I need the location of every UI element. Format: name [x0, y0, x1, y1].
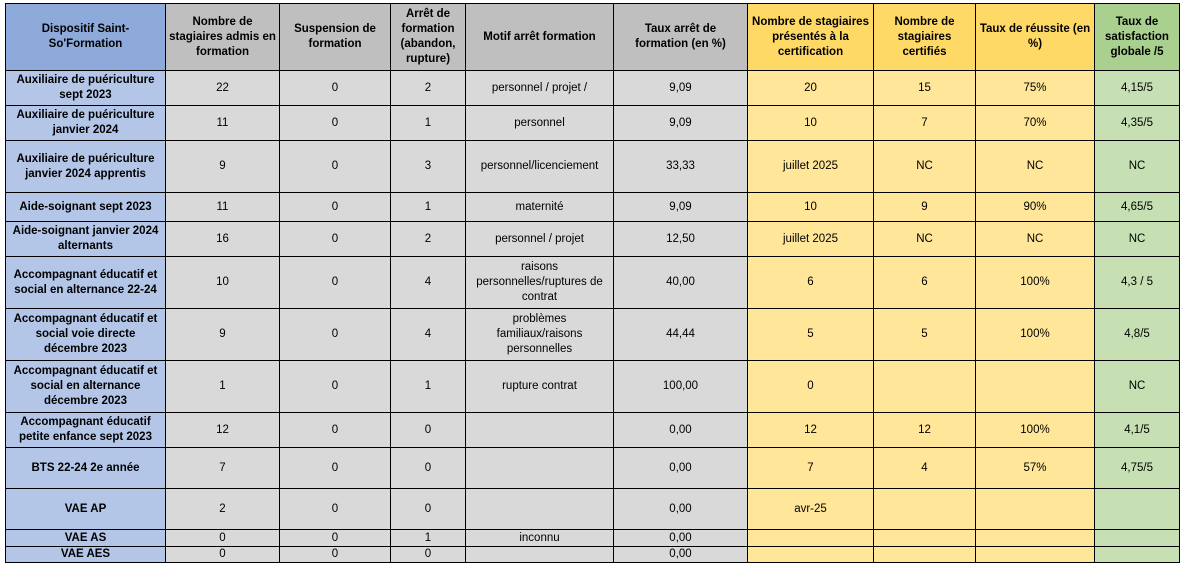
- cell-taux-reussite[interactable]: 75%: [976, 71, 1095, 106]
- cell-satisfaction[interactable]: NC: [1095, 141, 1180, 193]
- cell-presentes[interactable]: juillet 2025: [748, 222, 874, 257]
- cell-suspension[interactable]: 0: [280, 141, 391, 193]
- table-row: [6, 193, 1180, 222]
- cell-satisfaction[interactable]: NC: [1095, 222, 1180, 257]
- cell-suspension[interactable]: 0: [280, 448, 391, 489]
- cell-suspension[interactable]: 0: [280, 530, 391, 547]
- cell-presentes[interactable]: 6: [748, 257, 874, 309]
- cell-taux-reussite[interactable]: 100%: [976, 257, 1095, 309]
- cell-taux-arret[interactable]: 100,00: [614, 361, 748, 413]
- table-row: [6, 489, 1180, 530]
- cell-arret[interactable]: 1: [391, 193, 466, 222]
- cell-taux-arret[interactable]: 9,09: [614, 106, 748, 141]
- cell-presentes[interactable]: [748, 530, 874, 547]
- cell-motif[interactable]: [466, 413, 614, 448]
- cell-admis[interactable]: 9: [166, 309, 280, 361]
- cell-admis[interactable]: 11: [166, 193, 280, 222]
- table-row: [6, 106, 1180, 141]
- cell-admis[interactable]: 12: [166, 413, 280, 448]
- cell-motif[interactable]: personnel: [466, 106, 614, 141]
- cell-certifies[interactable]: 6: [874, 257, 976, 309]
- cell-presentes[interactable]: 7: [748, 448, 874, 489]
- cell-motif[interactable]: inconnu: [466, 530, 614, 547]
- table-row: [6, 71, 1180, 106]
- cell-presentes[interactable]: 0: [748, 361, 874, 413]
- cell-taux-reussite[interactable]: NC: [976, 141, 1095, 193]
- table-row: [6, 547, 1180, 563]
- cell-dispositif[interactable]: VAE AS: [6, 530, 166, 547]
- cell-satisfaction[interactable]: 4,1/5: [1095, 413, 1180, 448]
- cell-arret[interactable]: 1: [391, 530, 466, 547]
- cell-taux-arret[interactable]: 0,00: [614, 530, 748, 547]
- cell-satisfaction[interactable]: 4,3 / 5: [1095, 257, 1180, 309]
- cell-certifies[interactable]: 15: [874, 71, 976, 106]
- cell-motif[interactable]: [466, 448, 614, 489]
- cell-presentes[interactable]: 5: [748, 309, 874, 361]
- header-arret: Arrêt de formation (abandon, rupture): [391, 4, 466, 71]
- cell-taux-arret[interactable]: 0,00: [614, 547, 748, 563]
- cell-certifies[interactable]: 12: [874, 413, 976, 448]
- cell-admis[interactable]: 16: [166, 222, 280, 257]
- cell-arret[interactable]: 0: [391, 547, 466, 563]
- header-row: [6, 4, 1180, 71]
- table-row: [6, 141, 1180, 193]
- cell-motif[interactable]: maternité: [466, 193, 614, 222]
- cell-suspension[interactable]: 0: [280, 257, 391, 309]
- training-results-table: [5, 3, 1180, 563]
- cell-dispositif[interactable]: Aide-soignant sept 2023: [6, 193, 166, 222]
- cell-taux-reussite[interactable]: [976, 489, 1095, 530]
- cell-motif[interactable]: personnel/licenciement: [466, 141, 614, 193]
- cell-satisfaction[interactable]: [1095, 530, 1180, 547]
- cell-satisfaction[interactable]: 4,75/5: [1095, 448, 1180, 489]
- cell-taux-reussite[interactable]: [976, 530, 1095, 547]
- cell-presentes[interactable]: juillet 2025: [748, 141, 874, 193]
- cell-presentes[interactable]: 10: [748, 106, 874, 141]
- cell-admis[interactable]: 0: [166, 547, 280, 563]
- cell-admis[interactable]: 1: [166, 361, 280, 413]
- table-row: [6, 309, 1180, 361]
- cell-suspension[interactable]: 0: [280, 222, 391, 257]
- cell-taux-reussite[interactable]: 100%: [976, 309, 1095, 361]
- cell-satisfaction[interactable]: 4,8/5: [1095, 309, 1180, 361]
- cell-certifies[interactable]: [874, 530, 976, 547]
- cell-motif[interactable]: [466, 489, 614, 530]
- cell-suspension[interactable]: 0: [280, 71, 391, 106]
- cell-dispositif[interactable]: Auxiliaire de puériculture janvier 2024 apprentis: [6, 141, 166, 193]
- cell-satisfaction[interactable]: 4,15/5: [1095, 71, 1180, 106]
- header-presentes: Nombre de stagiaires présentés à la certification: [748, 4, 874, 71]
- cell-arret[interactable]: 0: [391, 489, 466, 530]
- cell-presentes[interactable]: avr-25: [748, 489, 874, 530]
- cell-taux-reussite[interactable]: 57%: [976, 448, 1095, 489]
- cell-satisfaction[interactable]: 4,65/5: [1095, 193, 1180, 222]
- cell-motif[interactable]: problèmes familiaux/raisons personnelles: [466, 309, 614, 361]
- header-satisfaction: Taux de satisfaction globale /5: [1095, 4, 1180, 71]
- cell-arret[interactable]: 3: [391, 141, 466, 193]
- cell-suspension[interactable]: 0: [280, 193, 391, 222]
- cell-taux-arret[interactable]: 33,33: [614, 141, 748, 193]
- cell-suspension[interactable]: 0: [280, 309, 391, 361]
- cell-certifies[interactable]: [874, 547, 976, 563]
- cell-arret[interactable]: 1: [391, 106, 466, 141]
- cell-suspension[interactable]: 0: [280, 413, 391, 448]
- cell-dispositif[interactable]: Aide-soignant janvier 2024 alternants: [6, 222, 166, 257]
- cell-certifies[interactable]: 5: [874, 309, 976, 361]
- cell-arret[interactable]: 0: [391, 413, 466, 448]
- cell-admis[interactable]: 9: [166, 141, 280, 193]
- header-suspension: Suspension de formation: [280, 4, 391, 71]
- cell-presentes[interactable]: [748, 547, 874, 563]
- cell-motif[interactable]: personnel / projet /: [466, 71, 614, 106]
- cell-taux-reussite[interactable]: 90%: [976, 193, 1095, 222]
- cell-taux-arret[interactable]: 12,50: [614, 222, 748, 257]
- cell-arret[interactable]: 4: [391, 257, 466, 309]
- cell-taux-reussite[interactable]: 100%: [976, 413, 1095, 448]
- cell-suspension[interactable]: 0: [280, 547, 391, 563]
- cell-dispositif[interactable]: Auxiliaire de puériculture sept 2023: [6, 71, 166, 106]
- cell-certifies[interactable]: NC: [874, 222, 976, 257]
- cell-taux-arret[interactable]: 0,00: [614, 413, 748, 448]
- cell-admis[interactable]: 11: [166, 106, 280, 141]
- cell-taux-reussite[interactable]: [976, 547, 1095, 563]
- cell-arret[interactable]: 0: [391, 448, 466, 489]
- header-admis: Nombre de stagiaires admis en formation: [166, 4, 280, 71]
- cell-admis[interactable]: 2: [166, 489, 280, 530]
- cell-arret[interactable]: 2: [391, 222, 466, 257]
- cell-arret[interactable]: 2: [391, 71, 466, 106]
- cell-taux-arret[interactable]: 0,00: [614, 489, 748, 530]
- spreadsheet-region: [5, 3, 1180, 563]
- cell-taux-arret[interactable]: 0,00: [614, 448, 748, 489]
- cell-certifies[interactable]: NC: [874, 141, 976, 193]
- cell-dispositif[interactable]: VAE AP: [6, 489, 166, 530]
- header-dispositif: Dispositif Saint-So'Formation: [6, 4, 166, 71]
- cell-dispositif[interactable]: Accompagnant éducatif petite enfance sept 2023: [6, 413, 166, 448]
- cell-admis[interactable]: 0: [166, 530, 280, 547]
- cell-suspension[interactable]: 0: [280, 106, 391, 141]
- cell-admis[interactable]: 7: [166, 448, 280, 489]
- cell-taux-arret[interactable]: 9,09: [614, 193, 748, 222]
- header-certifies: Nombre de stagiaires certifiés: [874, 4, 976, 71]
- cell-taux-reussite[interactable]: NC: [976, 222, 1095, 257]
- cell-arret[interactable]: 4: [391, 309, 466, 361]
- header-motif: Motif arrêt formation: [466, 4, 614, 71]
- cell-certifies[interactable]: 4: [874, 448, 976, 489]
- cell-dispositif[interactable]: Auxiliaire de puériculture janvier 2024: [6, 106, 166, 141]
- header-taux-reussite: Taux de réussite (en %): [976, 4, 1095, 71]
- cell-certifies[interactable]: [874, 361, 976, 413]
- cell-taux-reussite[interactable]: 70%: [976, 106, 1095, 141]
- cell-dispositif[interactable]: VAE AES: [6, 547, 166, 563]
- cell-suspension[interactable]: 0: [280, 361, 391, 413]
- cell-presentes[interactable]: 10: [748, 193, 874, 222]
- table-row: [6, 530, 1180, 547]
- cell-satisfaction[interactable]: NC: [1095, 361, 1180, 413]
- cell-taux-reussite[interactable]: [976, 361, 1095, 413]
- cell-taux-arret[interactable]: 9,09: [614, 71, 748, 106]
- table-row: [6, 448, 1180, 489]
- cell-presentes[interactable]: 12: [748, 413, 874, 448]
- table-row: [6, 413, 1180, 448]
- cell-admis[interactable]: 22: [166, 71, 280, 106]
- cell-motif[interactable]: raisons personnelles/ruptures de contrat: [466, 257, 614, 309]
- table-row: [6, 361, 1180, 413]
- table-row: [6, 257, 1180, 309]
- cell-dispositif[interactable]: Accompagnant éducatif et social en alternance 22-24: [6, 257, 166, 309]
- cell-suspension[interactable]: 0: [280, 489, 391, 530]
- cell-presentes[interactable]: 20: [748, 71, 874, 106]
- cell-satisfaction[interactable]: [1095, 547, 1180, 563]
- cell-certifies[interactable]: 9: [874, 193, 976, 222]
- cell-arret[interactable]: 1: [391, 361, 466, 413]
- cell-satisfaction[interactable]: 4,35/5: [1095, 106, 1180, 141]
- cell-dispositif[interactable]: BTS 22-24 2e année: [6, 448, 166, 489]
- cell-motif[interactable]: personnel / projet: [466, 222, 614, 257]
- header-taux-arret: Taux arrêt de formation (en %): [614, 4, 748, 71]
- cell-dispositif[interactable]: Accompagnant éducatif et social voie directe décembre 2023: [6, 309, 166, 361]
- cell-motif[interactable]: [466, 547, 614, 563]
- cell-certifies[interactable]: 7: [874, 106, 976, 141]
- cell-dispositif[interactable]: Accompagnant éducatif et social en alternance décembre 2023: [6, 361, 166, 413]
- cell-taux-arret[interactable]: 44,44: [614, 309, 748, 361]
- cell-satisfaction[interactable]: [1095, 489, 1180, 530]
- cell-taux-arret[interactable]: 40,00: [614, 257, 748, 309]
- cell-admis[interactable]: 10: [166, 257, 280, 309]
- table-row: [6, 222, 1180, 257]
- cell-motif[interactable]: rupture contrat: [466, 361, 614, 413]
- cell-certifies[interactable]: [874, 489, 976, 530]
